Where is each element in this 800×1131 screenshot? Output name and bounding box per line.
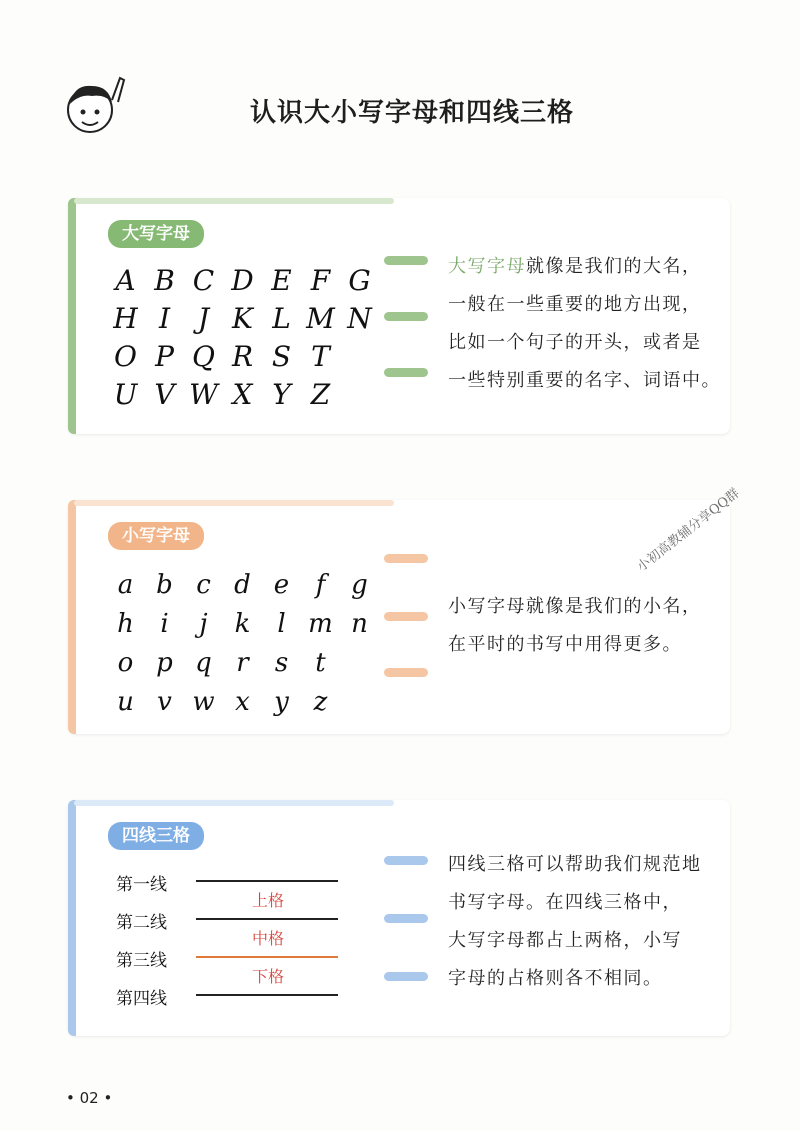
connector-bar (384, 972, 428, 981)
lowercase-letter: b (156, 570, 173, 600)
lowercase-letter: y (274, 687, 289, 717)
uppercase-letter: O (114, 340, 137, 373)
four-lines-card (68, 800, 730, 1036)
highlight-term: 大写字母 (448, 256, 526, 277)
description-line: 比如一个句子的开头，或者是 (448, 332, 702, 353)
line-label-1: 第一线 (116, 875, 167, 895)
uppercase-letter-row (106, 300, 379, 338)
lowercase-letter: u (117, 687, 134, 717)
uppercase-letter-row (106, 262, 379, 300)
four-lines-description (448, 846, 702, 998)
uppercase-letter: P (155, 340, 174, 373)
description-line: 一些特别重要的名字、词语中。 (448, 370, 721, 391)
lowercase-letter: n (351, 609, 368, 639)
lowercase-letter: x (235, 687, 250, 717)
page-title: 认识大小写字母和四线三格 (250, 98, 575, 128)
lowercase-letter: i (160, 609, 169, 639)
uppercase-letter: E (271, 264, 292, 297)
line-3 (196, 956, 338, 958)
description-line: 小写字母就像是我们的小名， (448, 596, 702, 617)
lowercase-letter: e (273, 570, 290, 600)
lowercase-letter: z (313, 687, 328, 717)
description-line: 一般在一些重要的地方出现， (448, 294, 702, 315)
uppercase-letter: M (306, 302, 335, 335)
uppercase-letter: D (231, 264, 254, 297)
uppercase-letter: Q (192, 340, 215, 373)
uppercase-letter: W (189, 378, 218, 411)
lowercase-letter: k (234, 609, 251, 639)
description-line: 字母的占格则各不相同。 (448, 968, 663, 989)
uppercase-letter: N (347, 302, 372, 335)
description-line: 书写字母。在四线三格中， (448, 892, 682, 913)
uppercase-letter: U (113, 378, 138, 411)
uppercase-letter: F (310, 264, 331, 297)
description-line: 在平时的书写中用得更多。 (448, 634, 682, 655)
card-topline (74, 500, 394, 506)
uppercase-letter: Y (272, 378, 291, 411)
page-number: • 02 • (66, 1089, 113, 1107)
lowercase-letter: c (196, 570, 211, 600)
lowercase-letter: o (117, 648, 134, 678)
uppercase-letter: I (158, 302, 171, 335)
uppercase-letter: L (272, 302, 291, 335)
connector-bar (384, 256, 428, 265)
uppercase-letter: J (197, 302, 210, 335)
uppercase-card (68, 198, 730, 434)
uppercase-letter: G (348, 264, 371, 297)
connector-bar (384, 914, 428, 923)
lowercase-letter: j (199, 609, 208, 639)
connector-bar (384, 668, 428, 677)
lowercase-letter: m (308, 609, 333, 639)
line-4 (196, 994, 338, 996)
uppercase-letter: X (232, 378, 253, 411)
lowercase-letter: d (234, 570, 251, 600)
card-topline (74, 800, 394, 806)
zone-lower: 下格 (251, 967, 284, 986)
card-accent (68, 198, 76, 434)
zone-middle: 中格 (251, 929, 284, 948)
connector-bar (384, 312, 428, 321)
lowercase-letter: s (274, 648, 289, 678)
connector-bar (384, 856, 428, 865)
uppercase-letter: K (232, 302, 253, 335)
uppercase-letter: V (154, 378, 175, 411)
lowercase-letter: v (157, 687, 172, 717)
connector-bar (384, 554, 428, 563)
description-line: 就像是我们的大名， (526, 256, 702, 277)
lowercase-letter-row (106, 605, 379, 644)
uppercase-letter: H (113, 302, 138, 335)
uppercase-letters (106, 262, 379, 414)
line-label-3: 第三线 (116, 951, 167, 971)
uppercase-letter: C (192, 264, 215, 297)
lowercase-letters (106, 566, 379, 722)
lowercase-letter-row (106, 683, 379, 722)
uppercase-letter-row (106, 376, 379, 414)
uppercase-letter: B (154, 264, 175, 297)
lowercase-letter-row (106, 644, 379, 683)
lowercase-letter: p (156, 648, 173, 678)
lowercase-description (448, 588, 702, 664)
card-accent (68, 500, 76, 734)
line-label-2: 第二线 (116, 913, 167, 933)
card-topline (74, 198, 394, 204)
connector-bar (384, 368, 428, 377)
mascot-boy-icon (58, 70, 128, 140)
watermark-text: 小初高教辅分享QQ群 (634, 485, 743, 575)
lowercase-letter-row (106, 566, 379, 605)
zone-upper: 上格 (251, 891, 284, 910)
lowercase-badge: 小写字母 (108, 522, 204, 550)
uppercase-letter: R (231, 340, 254, 373)
lowercase-letter: f (315, 570, 326, 600)
description-line: 四线三格可以帮助我们规范地 (448, 854, 702, 875)
lowercase-letter: q (195, 648, 212, 678)
connector-bar (384, 612, 428, 621)
uppercase-letter: S (271, 340, 292, 373)
lowercase-letter: h (117, 609, 134, 639)
uppercase-letter: Z (310, 378, 331, 411)
lowercase-card (68, 500, 730, 734)
lowercase-letter: r (236, 648, 249, 678)
uppercase-letter: T (311, 340, 330, 373)
card-accent (68, 800, 76, 1036)
uppercase-description (448, 248, 721, 400)
lowercase-letter: w (192, 687, 215, 717)
lowercase-letter: t (315, 648, 326, 678)
uppercase-letter: A (115, 264, 136, 297)
lowercase-letter: g (351, 570, 368, 600)
line-2 (196, 918, 338, 920)
lowercase-letter: a (117, 570, 134, 600)
description-line: 大写字母都占上两格，小写 (448, 930, 682, 951)
line-1 (196, 880, 338, 882)
four-lines-badge: 四线三格 (108, 822, 204, 850)
lowercase-letter: l (277, 609, 286, 639)
uppercase-letter-row (106, 338, 379, 376)
uppercase-badge: 大写字母 (108, 220, 204, 248)
line-label-4: 第四线 (116, 989, 167, 1009)
